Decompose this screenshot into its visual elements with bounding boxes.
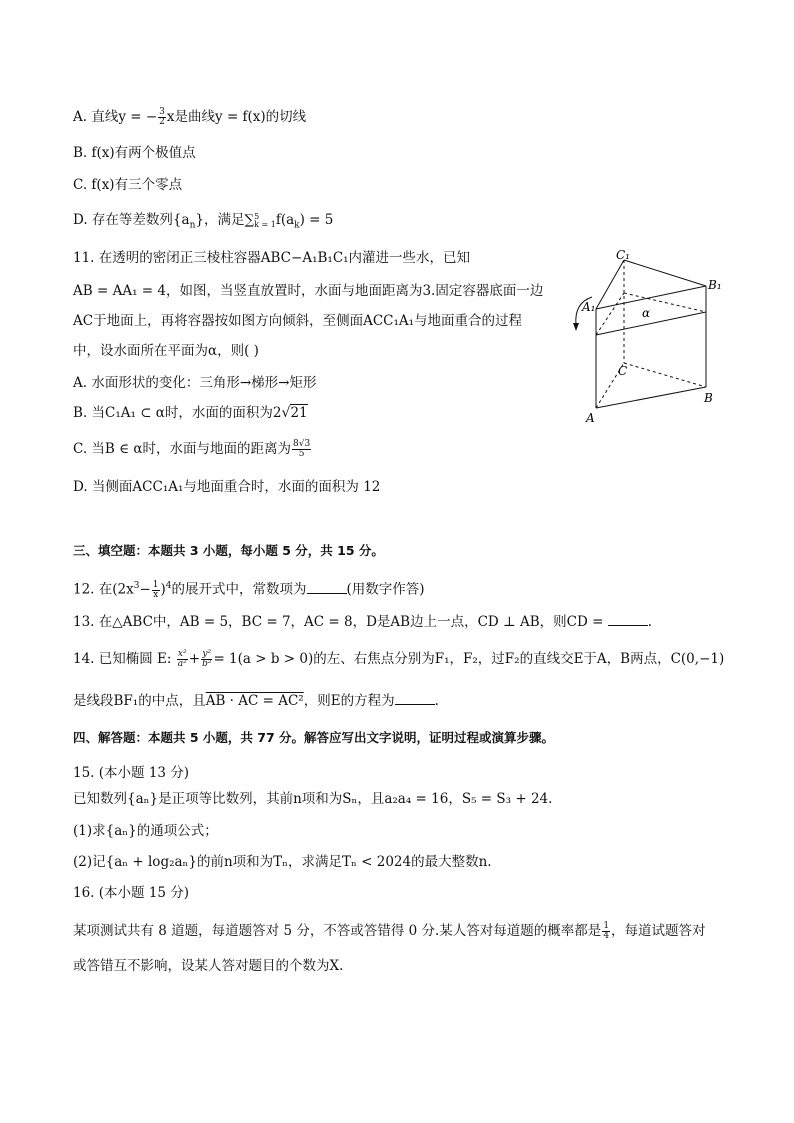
label-c: C — [618, 364, 628, 378]
fraction: $\frac{8√3}{5}$ — [293, 439, 311, 459]
fraction: $\frac{1}{4}$ — [603, 921, 610, 941]
edge-c1b1 — [624, 260, 706, 286]
water-front — [596, 312, 706, 335]
q16-stem-line2: 或答错互不影响，设某人答对题目的个数为X. — [73, 958, 344, 974]
label-a: A — [586, 411, 595, 425]
q13-text: 13. 在△ABC中，AB = 5，BC = 7，AC = 8，D是AB边上一点，CD ⊥ AB，则CD = . — [73, 614, 653, 630]
label-a1: A₁ — [582, 300, 596, 314]
q11-option-b: B. 当C₁A₁ ⊂ α时，水面的面积为2√21 — [73, 405, 308, 421]
q11-option-d: D. 当侧面ACC₁A₁与地面重合时，水面的面积为 12 — [73, 479, 381, 495]
q15-part2: (2)记{aₙ + log₂aₙ}的前n项和为Tₙ，求满足Tₙ < 2024的最大整数n. — [73, 854, 492, 870]
answer-blank[interactable] — [608, 613, 648, 626]
q16-stem-line1: 某项测试共有 8 道题，每道题答对 5 分，不答或答错得 0 分.某人答对每道题的概率都是 $\frac{1}{4}$ ，每道试题答对 — [73, 921, 706, 941]
edge-ab — [596, 387, 706, 408]
section3-title: 三、填空题：本题共 3 小题，每小题 5 分，共 15 分。 — [73, 543, 384, 558]
prism-figure — [570, 245, 720, 430]
q11-stem-line1: 11. 在透明的密闭正三棱柱容器ABC−A₁B₁C₁内灌进一些水，已知 — [73, 250, 471, 266]
q10-option-c: C. f(x)有三个零点 — [73, 177, 183, 193]
q11-option-c: C. 当B ∈ α时，水面与地面的距离为 $\frac{8√3}{5}$ — [73, 439, 311, 459]
q10-option-b: B. f(x)有两个极值点 — [73, 145, 196, 161]
q11-stem-line3: AC于地面上，再将容器按如图方向倾斜，至侧面ACC₁A₁与地面重合的过程 — [73, 313, 523, 329]
tilt-arrowhead — [573, 323, 579, 331]
q12-text: 12. 在($2x^3-$ $\frac{1}{x}$ )$^4$的展开式中，常数项为 (用数字作答) — [73, 579, 425, 600]
fraction: $\frac{\text{y²}}{\text{b²}}$ — [202, 649, 212, 669]
edge-cb — [624, 363, 706, 387]
q15-stem: 已知数列{aₙ}是正项等比数列，其前n项和为Sₙ，且a₂a₄ = 16，S₅ = S₃ + 24. — [73, 791, 553, 807]
q15-heading: 15. (本小题 13 分) — [73, 765, 190, 781]
edge-a1c1 — [596, 260, 624, 309]
answer-blank[interactable] — [307, 581, 347, 594]
label-b: B — [704, 391, 713, 405]
q10-option-d: D. 存在等差数列$\{a_n\}$，满足∑ 5 k = 1 $f(a_k) = 5$ — [73, 211, 334, 231]
q11-stem-line4: 中，设水面所在平面为α，则( ) — [73, 343, 259, 359]
label-b1: B₁ — [708, 278, 722, 292]
edge-a1b1 — [596, 286, 706, 309]
q14-line2: 是线段BF₁的中点，且AB · AC = AC²，则E的方程为 . — [73, 693, 439, 709]
fraction: $\frac{1}{x}$ — [152, 579, 159, 600]
label-alpha: α — [642, 306, 651, 320]
q15-part1: (1)求{aₙ}的通项公式； — [73, 823, 218, 839]
q16-heading: 16. (本小题 15 分) — [73, 885, 190, 901]
water-back — [624, 293, 706, 312]
q14-line1: 14. 已知椭圆 E: $\frac{\text{x²}}{\text{a²}}$ + $\frac{\text{y²}}{\text{b²}}$ = 1(a > b > 0)的左、右焦点分别为F₁，F₂，过F₂的直线交E于A，B两点，C(0,−1) — [73, 649, 725, 669]
q11-stem-line2: AB = AA₁ = 4，如图，当竖直放置时，水面与地面距离为3.固定容器底面一边 — [73, 283, 544, 299]
section4-title: 四、解答题：本题共 5 小题，共 77 分。解答应写出文字说明，证明过程或演算步骤。 — [73, 730, 555, 745]
answer-blank[interactable] — [395, 692, 435, 705]
q11-option-a: A. 水面形状的变化：三角形→梯形→矩形 — [73, 375, 317, 391]
fraction: $\frac{\text{x²}}{\text{a²}}$ — [177, 649, 187, 669]
fraction: $\frac{3}{2}$ — [159, 107, 165, 127]
q10-option-a: A. 直线y = − $\frac{3}{2}$ x是曲线y = f(x)的切线 — [73, 107, 307, 127]
water-left — [596, 293, 624, 335]
label-c1: C₁ — [616, 248, 630, 262]
